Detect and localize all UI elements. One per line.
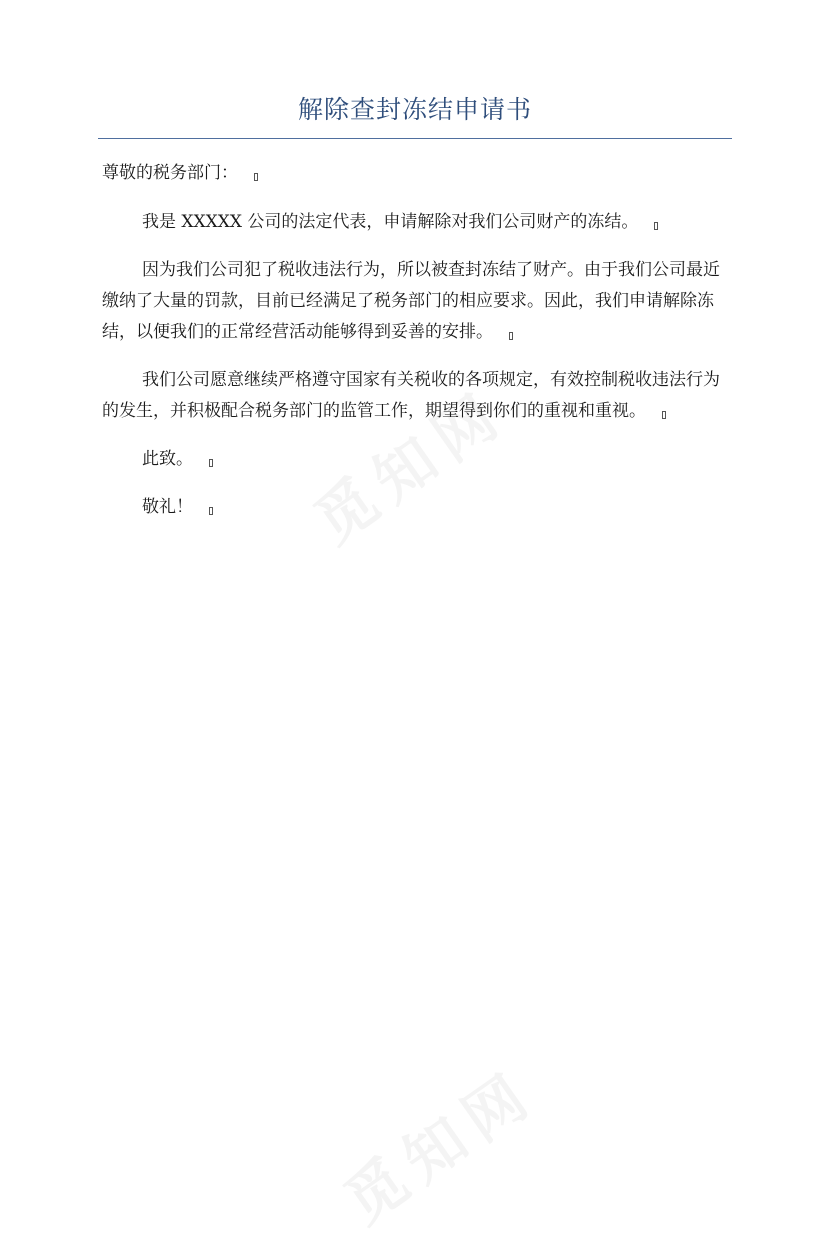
paragraph-mark-icon bbox=[254, 173, 258, 181]
closing-1-text: 此致。 bbox=[142, 449, 193, 469]
closing-1 bbox=[102, 444, 732, 475]
watermark-lower bbox=[325, 1046, 551, 1240]
paragraph-1-text: 我是 XXXXX 公司的法定代表，申请解除对我们公司财产的冻结。 bbox=[142, 212, 639, 232]
paragraph-mark-icon bbox=[509, 332, 513, 340]
closing-2 bbox=[102, 492, 732, 523]
salutation-text: 尊敬的税务部门： bbox=[102, 163, 238, 183]
paragraph-mark-icon bbox=[662, 411, 666, 419]
paragraph-mark-icon bbox=[209, 459, 213, 467]
paragraph-2 bbox=[102, 255, 732, 348]
title-divider bbox=[98, 138, 732, 139]
paragraph-mark-icon bbox=[209, 507, 213, 515]
paragraph-3 bbox=[102, 365, 732, 427]
closing-2-text: 敬礼！ bbox=[142, 497, 193, 517]
paragraph-2-text: 因为我们公司犯了税收违法行为，所以被查封冻结了财产。由于我们公司最近缴纳了大量的罚款，目前已经满足了税务部门的相应要求。因此，我们申请解除冻结，以便我们的正常经营活动能够得到妥善的安排。 bbox=[102, 260, 720, 342]
document-body bbox=[102, 158, 732, 540]
document-title: 解除查封冻结申请书 bbox=[297, 95, 532, 124]
paragraph-mark-icon bbox=[654, 222, 658, 230]
paragraph-1 bbox=[102, 207, 732, 238]
paragraph-3-text: 我们公司愿意继续严格遵守国家有关税收的各项规定，有效控制税收违法行为的发生，并积极配合税务部门的监管工作，期望得到你们的重视和重视。 bbox=[102, 370, 720, 421]
salutation bbox=[102, 158, 732, 189]
